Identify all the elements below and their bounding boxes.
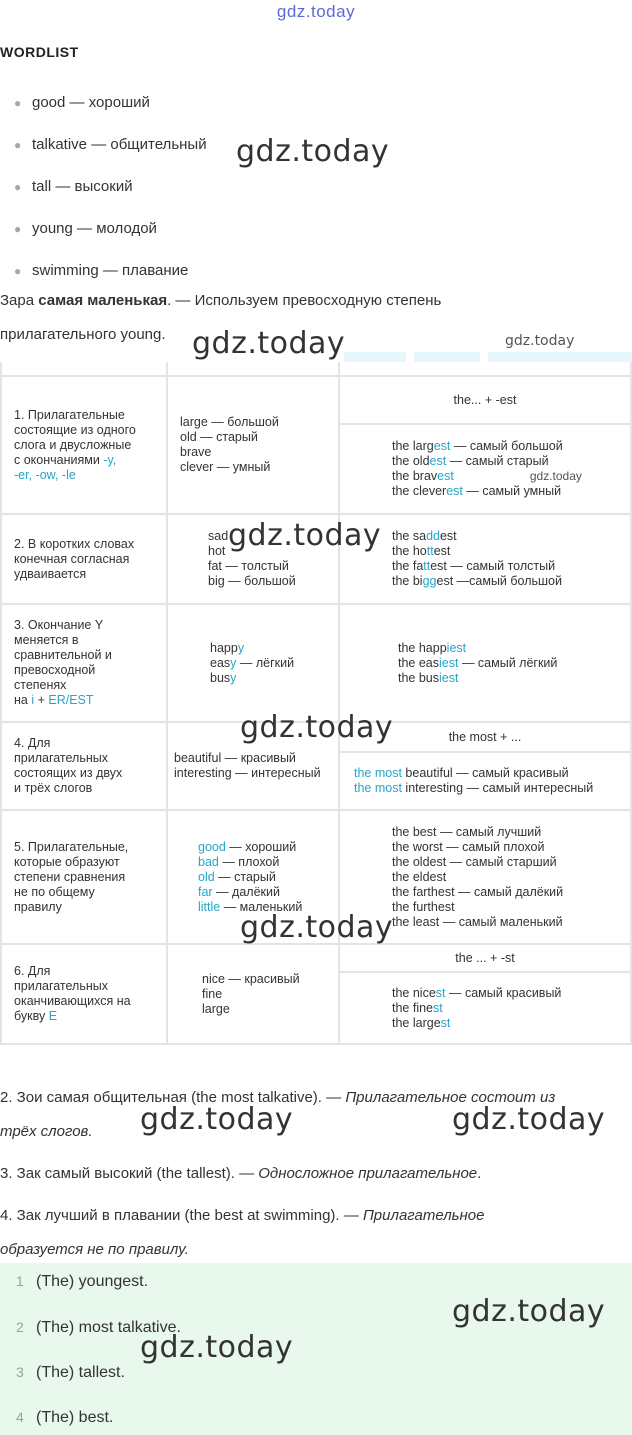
rule-cell-6: 6. Для прилагательных оканчивающихся на букву E xyxy=(1,944,167,1044)
formula-header-1: the... + -est xyxy=(339,376,631,424)
intro-paragraph: Зара самая маленькая. — Используем превосходную степень прилагательного young. xyxy=(0,292,442,343)
watermark: gdz.today xyxy=(192,326,346,361)
explanation-2: 2. Зои самая общительная (the most talkative). — Прилагательное состоит из трёх слогов. xyxy=(0,1089,556,1140)
superlative-cell-5: the best — самый лучший the worst — самый плохой the oldest — самый старший the eldest the farthest — самый далёкий the furthest the least — самый маленький xyxy=(339,810,631,944)
list-item: ● tall — высокий xyxy=(14,168,207,210)
watermark: gdz.today xyxy=(236,134,390,169)
top-watermark: gdz.today xyxy=(276,2,356,21)
watermark: gdz.today xyxy=(140,1102,294,1137)
superlative-cell-6: the nicest — самый красивый the finest the largest xyxy=(339,972,631,1044)
decor-bar xyxy=(414,352,480,362)
examples-cell-4: beautiful — красивый interesting — интересный xyxy=(167,722,339,810)
answer-item: 2 (The) most talkative. xyxy=(16,1319,181,1336)
bullet-icon: ● xyxy=(14,96,22,110)
superlative-cell-1: the largest — самый большой the oldest — самый старый the bravest gdz.today the cleverest — самый умный xyxy=(339,424,631,514)
watermark: gdz.today xyxy=(228,518,382,553)
answer-item: 1 (The) youngest. xyxy=(16,1273,149,1290)
watermark: gdz.today xyxy=(452,1294,606,1329)
bullet-icon: ● xyxy=(14,264,22,278)
decor-bar xyxy=(488,352,632,362)
examples-cell-1: large — большой old — старый brave clever — умный xyxy=(167,376,339,514)
list-item: ● young — молодой xyxy=(14,210,207,252)
examples-cell-3: happy easy — лёгкий busy xyxy=(167,604,339,722)
superlative-cell-2: the saddest the hottest the fattest — самый толстый the biggest —самый большой xyxy=(339,514,631,604)
bullet-icon: ● xyxy=(14,222,22,236)
list-item: ● swimming — плавание xyxy=(14,252,207,294)
rule-cell-5: 5. Прилагательные, которые образуют степени сравнения не по общему правилу xyxy=(1,810,167,944)
explanation-4: 4. Зак лучший в плавании (the best at swimming). — Прилагательное образуется не по правилу. xyxy=(0,1207,485,1258)
rule-cell-1: 1. Прилагательные состоящие из одного слога и двусложные с окончаниями -y, -er, -ow, -le xyxy=(1,376,167,514)
list-item: ● talkative — общительный xyxy=(14,126,207,168)
explanation-3: 3. Зак самый высокий (the tallest). — Односложное прилагательное. xyxy=(0,1165,482,1182)
wordlist xyxy=(14,84,207,294)
watermark-small: gdz.today xyxy=(529,469,582,483)
wordlist-title: WORDLIST xyxy=(0,44,79,60)
answer-item: 4 (The) best. xyxy=(16,1409,114,1426)
rule-cell-4: 4. Для прилагательных состоящих из двух и трёх слогов xyxy=(1,722,167,810)
answers-block xyxy=(0,1263,632,1435)
rule-cell-3: 3. Окончание Y меняется в сравнительной и превосходной степенях на i + ER/EST xyxy=(1,604,167,722)
superlative-cell-3: the happiest the easiest — самый лёгкий the busiest xyxy=(339,604,631,722)
list-item: ● good — хороший xyxy=(14,84,207,126)
rule-cell-2: 2. В коротких словах конечная согласная удваивается xyxy=(1,514,167,604)
watermark: gdz.today xyxy=(240,910,394,945)
examples-cell-5: good — хороший bad — плохой old — старый far — далёкий little — маленький xyxy=(167,810,339,944)
examples-cell-2: sad hot fat — толстый big — большой xyxy=(167,514,339,604)
superlative-cell-4: the most beautiful — самый красивый the most interesting — самый интересный xyxy=(339,752,631,810)
answer-item: 3 (The) tallest. xyxy=(16,1364,125,1381)
watermark: gdz.today xyxy=(240,710,394,745)
bullet-icon: ● xyxy=(14,180,22,194)
bullet-icon: ● xyxy=(14,138,22,152)
formula-header-4: the most + ... xyxy=(339,722,631,752)
formula-header-6: the ... + -st xyxy=(339,944,631,972)
watermark: gdz.today xyxy=(140,1330,294,1365)
watermark-small: gdz.today xyxy=(505,333,575,349)
decor-bar xyxy=(344,352,406,362)
watermark: gdz.today xyxy=(452,1102,606,1137)
examples-cell-6: nice — красивый fine large xyxy=(167,944,339,1044)
